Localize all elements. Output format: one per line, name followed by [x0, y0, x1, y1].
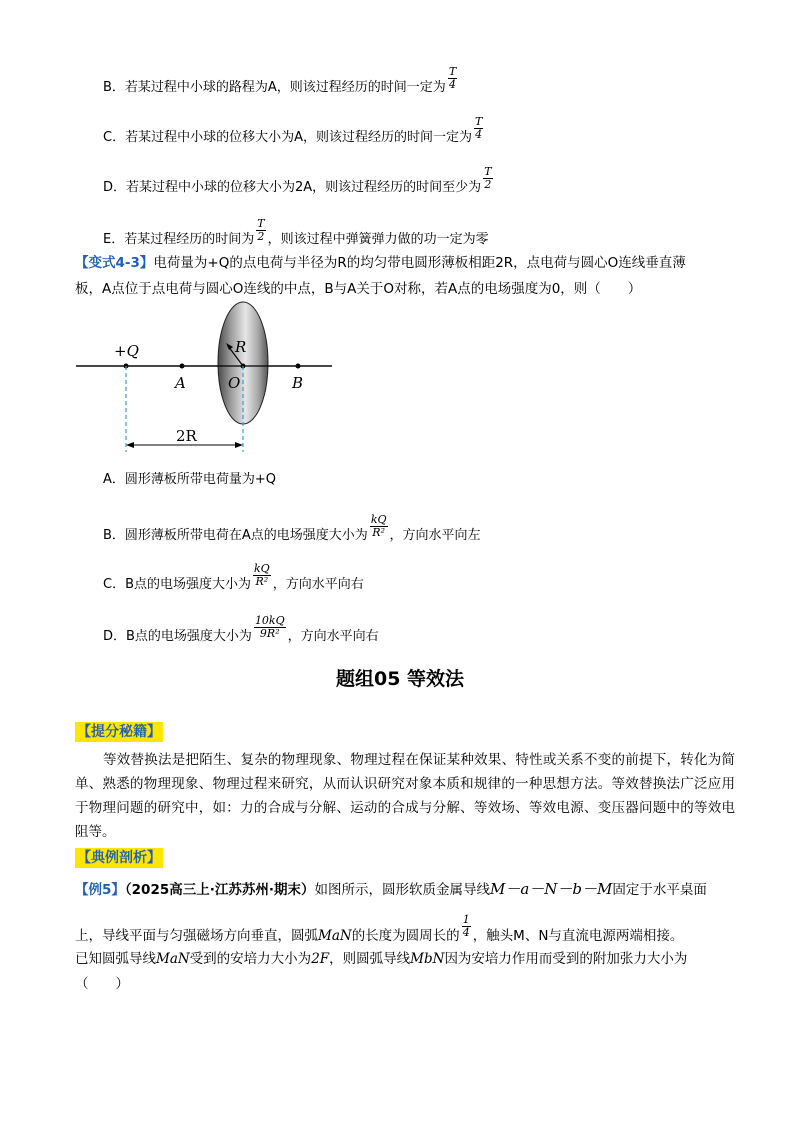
variant-option-d-text-b: ，方向水平向右: [287, 629, 379, 644]
option-e-line: [103, 217, 489, 249]
example-expr-2: MaN: [318, 928, 352, 944]
option-c-line: [103, 115, 485, 147]
label-b: B: [292, 374, 304, 392]
variant-option-d-text-a: D．B点的电场强度大小为: [103, 629, 252, 644]
label-r: R: [235, 338, 247, 356]
example-text-2b: 的长度为圆周长的: [351, 928, 460, 944]
example-text-1b: 固定于水平桌面: [612, 882, 707, 898]
variant-option-d: [103, 614, 379, 646]
label-2r: 2R: [176, 427, 197, 445]
variant-label: 【变式4-3】: [75, 255, 154, 271]
example-text-1a: 如图所示，圆形软质金属导线: [314, 882, 490, 898]
tip-paragraph: 等效替换法是把陌生、复杂的物理现象、物理过程在保证某种效果、特性或关系不变的前提下，转化为简单、熟悉的物理现象、物理过程来研究，从而认识研究对象本质和规律的一种思想方法。等效替换法广泛应用于物理问题的研究中，如：力的合成与分解、运动的合成与分解、等效场、等效电源、变压器问题中的等效电阻等。: [75, 752, 735, 840]
variant-option-c: [103, 562, 364, 594]
example-text-3d: 因为安培力作用而受到的附加张力大小为: [444, 951, 688, 967]
example-line-2: [75, 913, 684, 945]
variant-option-b: [103, 513, 481, 545]
option-b-fraction: $\frac{T}{4}$: [448, 65, 457, 91]
example-text-3c: ，则圆弧导线: [329, 951, 411, 967]
example-expr-3b: 2F: [311, 951, 330, 967]
example-text-2a: 上，导线平面与匀强磁场方向垂直，圆弧: [75, 928, 318, 944]
option-d-fraction: $\frac{T}{2}$: [484, 165, 492, 191]
variant-option-c-text-a: C．B点的电场强度大小为: [103, 577, 251, 592]
example-text-2c: ，触头M、N与直流电源两端相接。: [472, 928, 684, 944]
section-heading: 题组05 等效法: [335, 668, 465, 690]
option-b-line: [103, 65, 459, 97]
variant-option-b-text-a: B．圆形薄板所带电荷在A点的电场强度大小为: [103, 528, 368, 543]
variant-line-2: [75, 280, 641, 298]
option-d-text: D．若某过程中小球的位移大小为2A，则该过程经历的时间至少为: [103, 180, 482, 195]
option-e-fraction: $\frac{T}{2}$: [257, 217, 265, 243]
example-fraction: $\frac{1}{4}$: [462, 913, 470, 939]
option-e-text-a: E．若某过程经历的时间为: [103, 232, 255, 247]
option-d-line: [103, 165, 495, 197]
variant-line-1: [75, 254, 686, 272]
example-text-3a: 已知圆弧导线: [75, 951, 156, 967]
option-e-text-b: ，则该过程中弹簧弹力做的功一定为零: [267, 232, 489, 247]
variant-text-1: 电荷量为+Q的点电荷与半径为R的均匀带电圆形薄板相距2R，点电荷与圆心O连线垂直薄: [153, 255, 686, 271]
variant-option-c-text-b: ，方向水平向右: [272, 577, 364, 592]
example-line-4: [75, 975, 129, 993]
label-q: +Q: [114, 342, 139, 360]
example-answer-blank: （ ）: [75, 976, 129, 992]
option-b-text: B．若某过程中小球的路程为A，则该过程经历的时间一定为: [103, 80, 446, 95]
example-tag: 【例5】: [75, 882, 125, 898]
example-line-3: [75, 950, 687, 968]
label-a: A: [175, 374, 186, 392]
variant-option-c-fraction: $\frac{kQ}{\text{R²}}$: [254, 562, 270, 588]
dimension-arrow-left: [126, 442, 134, 448]
dimension-arrow-right: [235, 442, 243, 448]
point-a: [180, 364, 185, 369]
example-text-3b: 受到的安培力大小为: [189, 951, 312, 967]
point-b: [296, 364, 301, 369]
example-source: （2025高三上·江苏苏州·期末）: [124, 882, 315, 898]
charged-disk: [218, 302, 268, 424]
variant-text-2: 板，A点位于点电荷与圆心O连线的中点，B与A关于O对称，若A点的电场强度为0，则（ ）: [75, 281, 642, 297]
example-expr-1: M－a－N－b－M: [490, 880, 613, 898]
option-c-text: C．若某过程中小球的位移大小为A，则该过程经历的时间一定为: [103, 130, 472, 145]
example-expr-3c: MbN: [410, 951, 445, 967]
example-expr-3a: MaN: [156, 951, 190, 967]
charge-disk-figure: [70, 300, 340, 460]
variant-option-d-fraction: $\frac{10kQ}{\text{9R²}}$: [254, 614, 285, 640]
example-label: 【典例剖析】: [77, 850, 161, 866]
variant-option-b-fraction: $\frac{kQ}{\text{R²}}$: [370, 513, 387, 539]
option-c-fraction: $\frac{T}{4}$: [474, 115, 483, 141]
variant-option-b-text-b: ，方向水平向左: [389, 528, 481, 543]
variant-option-a: [103, 471, 276, 489]
example-line-1: [75, 880, 707, 899]
tip-label: 【提分秘籍】: [77, 724, 161, 740]
label-o: O: [228, 374, 241, 392]
variant-option-a-text: A．圆形薄板所带电荷量为+Q: [103, 472, 277, 487]
